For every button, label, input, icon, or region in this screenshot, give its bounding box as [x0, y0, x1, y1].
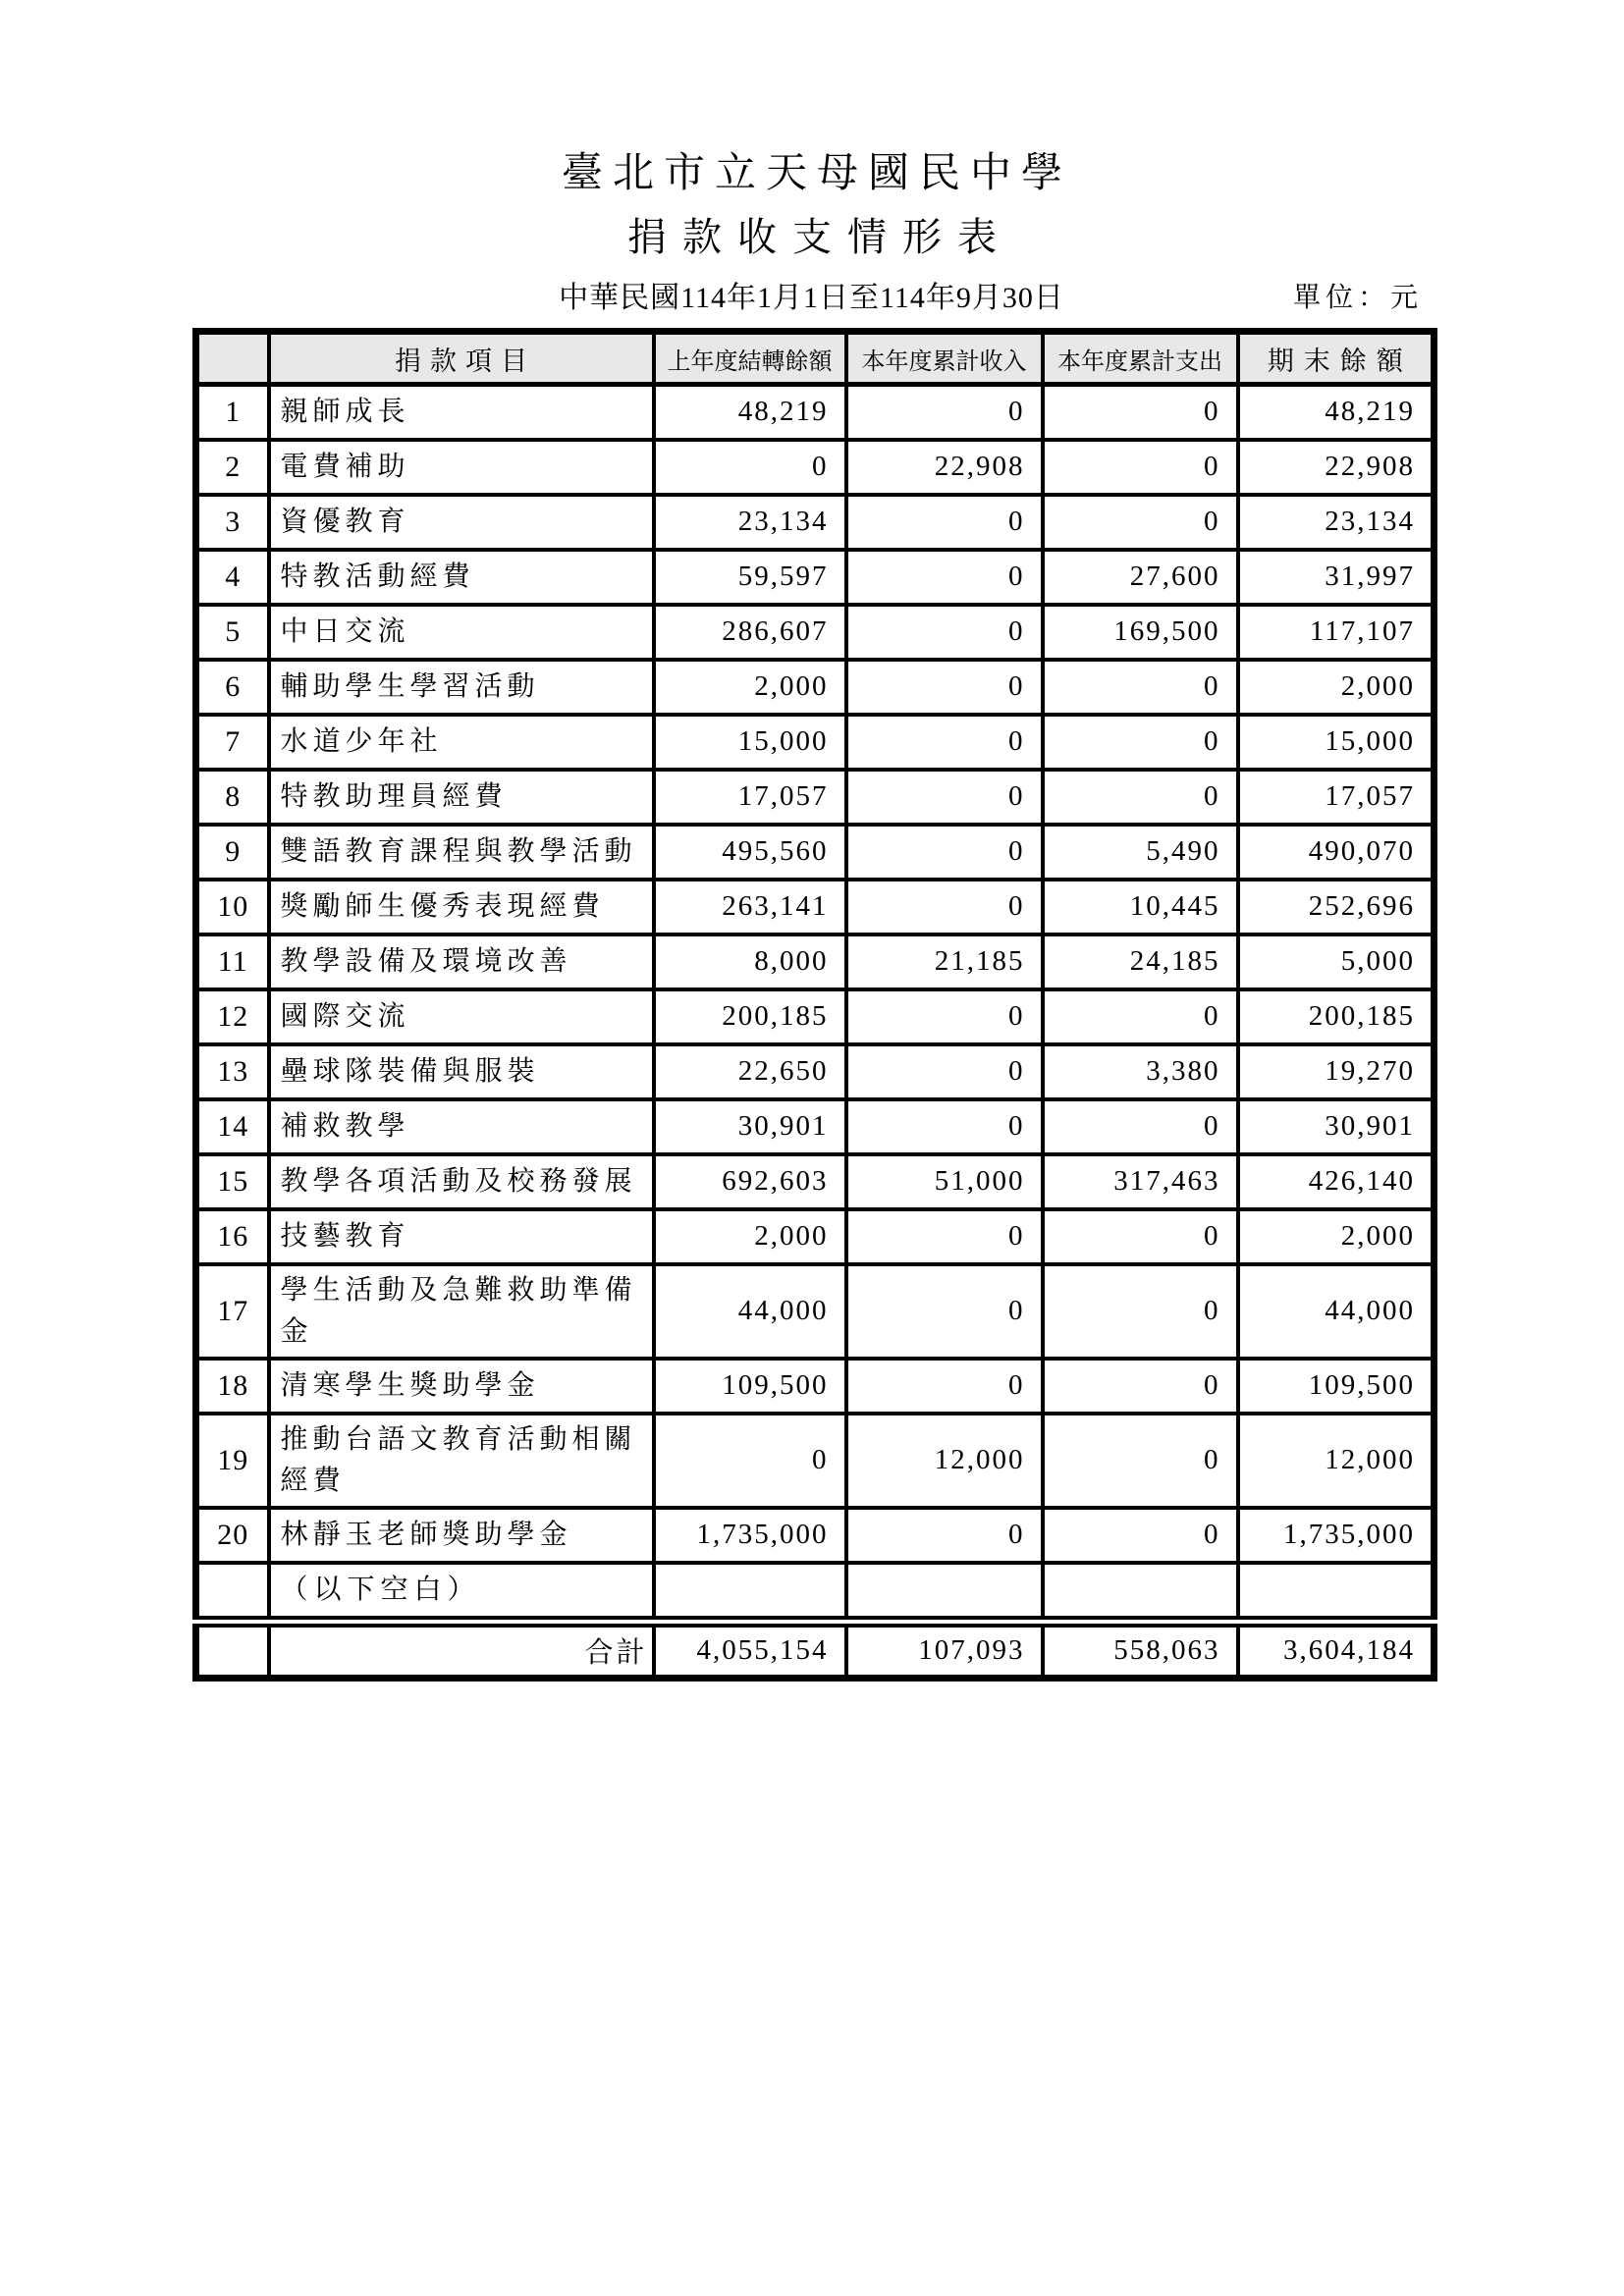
income-cell: 0	[846, 770, 1043, 825]
expense-cell: 24,185	[1043, 934, 1238, 989]
total-income-cell: 107,093	[846, 1622, 1043, 1679]
total-expense-cell: 558,063	[1043, 1622, 1238, 1679]
ending-cell: 22,908	[1238, 440, 1435, 495]
expense-cell: 0	[1043, 1099, 1238, 1154]
donation-table-footer	[196, 1563, 1435, 1679]
ending-cell: 2,000	[1238, 1209, 1435, 1264]
table-row	[196, 1264, 1435, 1359]
income-cell: 0	[846, 1264, 1043, 1359]
table-row	[196, 385, 1435, 440]
item-cell: 親師成長	[269, 385, 654, 440]
item-cell: 推動台語文教育活動相關經費	[269, 1414, 654, 1508]
item-cell: 國際交流	[269, 989, 654, 1044]
donation-table-header	[196, 332, 1435, 385]
ending-cell: 426,140	[1238, 1154, 1435, 1209]
carryover-cell: 44,000	[654, 1264, 846, 1359]
ending-cell: 44,000	[1238, 1264, 1435, 1359]
carryover-cell: 0	[654, 440, 846, 495]
expense-cell: 0	[1043, 715, 1238, 770]
unit-label: 單位：元	[1292, 283, 1423, 313]
income-cell: 21,185	[846, 934, 1043, 989]
income-cell: 0	[846, 605, 1043, 660]
ending-cell: 15,000	[1238, 715, 1435, 770]
header-carryover: 上年度結轉餘額	[654, 332, 846, 385]
carryover-cell: 286,607	[654, 605, 846, 660]
item-cell: 中日交流	[269, 605, 654, 660]
row-number-cell: 7	[196, 715, 269, 770]
table-row	[196, 770, 1435, 825]
item-cell: 電費補助	[269, 440, 654, 495]
ending-cell: 19,270	[1238, 1044, 1435, 1099]
carryover-cell	[654, 1563, 846, 1622]
ending-cell: 23,134	[1238, 495, 1435, 550]
income-cell: 0	[846, 880, 1043, 934]
table-row	[196, 605, 1435, 660]
ending-cell: 5,000	[1238, 934, 1435, 989]
row-number-cell: 16	[196, 1209, 269, 1264]
income-cell: 0	[846, 1209, 1043, 1264]
total-ending-cell: 3,604,184	[1238, 1622, 1435, 1679]
item-cell: 教學各項活動及校務發展	[269, 1154, 654, 1209]
ending-cell: 30,901	[1238, 1099, 1435, 1154]
row-number-cell: 19	[196, 1414, 269, 1508]
item-cell: 特教助理員經費	[269, 770, 654, 825]
table-row	[196, 1099, 1435, 1154]
carryover-cell: 263,141	[654, 880, 846, 934]
row-number-cell: 10	[196, 880, 269, 934]
document-title: 臺北市立天母國民中學	[561, 151, 1072, 196]
total-carryover-cell: 4,055,154	[654, 1622, 846, 1679]
item-cell: 雙語教育課程與教學活動	[269, 825, 654, 880]
row-number-cell: 5	[196, 605, 269, 660]
row-number-cell: 12	[196, 989, 269, 1044]
income-cell: 0	[846, 1359, 1043, 1414]
blank-label-cell: （以下空白）	[269, 1563, 654, 1622]
item-cell: 補救教學	[269, 1099, 654, 1154]
row-number-cell: 3	[196, 495, 269, 550]
item-cell: 輔助學生學習活動	[269, 660, 654, 715]
header-income: 本年度累計收入	[846, 332, 1043, 385]
meta-row	[192, 279, 1431, 318]
ending-cell: 48,219	[1238, 385, 1435, 440]
header-number	[196, 332, 269, 385]
income-cell: 0	[846, 715, 1043, 770]
header-item: 捐款項目	[269, 332, 654, 385]
expense-cell: 0	[1043, 989, 1238, 1044]
ending-cell: 252,696	[1238, 880, 1435, 934]
item-cell: 技藝教育	[269, 1209, 654, 1264]
carryover-cell: 59,597	[654, 550, 846, 605]
total-label-cell: 合計	[269, 1622, 654, 1679]
ending-cell: 31,997	[1238, 550, 1435, 605]
expense-cell: 0	[1043, 385, 1238, 440]
row-number-cell: 15	[196, 1154, 269, 1209]
item-cell: 資優教育	[269, 495, 654, 550]
ending-cell: 1,735,000	[1238, 1508, 1435, 1563]
table-row	[196, 1359, 1435, 1414]
ending-cell: 12,000	[1238, 1414, 1435, 1508]
carryover-cell: 8,000	[654, 934, 846, 989]
expense-cell: 10,445	[1043, 880, 1238, 934]
carryover-cell: 109,500	[654, 1359, 846, 1414]
header-row	[196, 332, 1435, 385]
row-number-cell: 18	[196, 1359, 269, 1414]
table-row	[196, 1044, 1435, 1099]
item-cell: 清寒學生獎助學金	[269, 1359, 654, 1414]
table-row	[196, 1508, 1435, 1563]
ending-cell: 109,500	[1238, 1359, 1435, 1414]
expense-cell: 0	[1043, 1508, 1238, 1563]
header-expense: 本年度累計支出	[1043, 332, 1238, 385]
expense-cell: 0	[1043, 1359, 1238, 1414]
row-number-cell: 11	[196, 934, 269, 989]
item-cell: 壘球隊裝備與服裝	[269, 1044, 654, 1099]
income-cell: 0	[846, 1044, 1043, 1099]
carryover-cell: 200,185	[654, 989, 846, 1044]
ending-cell: 200,185	[1238, 989, 1435, 1044]
expense-cell: 317,463	[1043, 1154, 1238, 1209]
row-number-cell: 4	[196, 550, 269, 605]
donation-table	[192, 328, 1437, 1682]
income-cell: 0	[846, 495, 1043, 550]
table-row	[196, 1209, 1435, 1264]
carryover-cell: 495,560	[654, 825, 846, 880]
income-cell: 0	[846, 1508, 1043, 1563]
table-row	[196, 715, 1435, 770]
expense-cell: 0	[1043, 440, 1238, 495]
table-row	[196, 1154, 1435, 1209]
table-row	[196, 495, 1435, 550]
row-number-cell: 17	[196, 1264, 269, 1359]
carryover-cell: 2,000	[654, 1209, 846, 1264]
table-row	[196, 440, 1435, 495]
carryover-cell: 1,735,000	[654, 1508, 846, 1563]
expense-cell	[1043, 1563, 1238, 1622]
expense-cell: 5,490	[1043, 825, 1238, 880]
row-number-cell: 6	[196, 660, 269, 715]
carryover-cell: 48,219	[654, 385, 846, 440]
carryover-cell: 30,901	[654, 1099, 846, 1154]
row-number-cell: 2	[196, 440, 269, 495]
expense-cell: 0	[1043, 660, 1238, 715]
income-cell: 0	[846, 660, 1043, 715]
table-row	[196, 1414, 1435, 1508]
expense-cell: 169,500	[1043, 605, 1238, 660]
carryover-cell: 22,650	[654, 1044, 846, 1099]
item-cell: 林靜玉老師獎助學金	[269, 1508, 654, 1563]
expense-cell: 0	[1043, 770, 1238, 825]
item-cell: 學生活動及急難救助準備金	[269, 1264, 654, 1359]
blank-row	[196, 1563, 1435, 1622]
carryover-cell: 15,000	[654, 715, 846, 770]
ending-cell: 490,070	[1238, 825, 1435, 880]
ending-cell	[1238, 1563, 1435, 1622]
carryover-cell: 0	[654, 1414, 846, 1508]
table-row	[196, 825, 1435, 880]
ending-cell: 17,057	[1238, 770, 1435, 825]
row-number-cell: 13	[196, 1044, 269, 1099]
ending-cell: 2,000	[1238, 660, 1435, 715]
expense-cell: 27,600	[1043, 550, 1238, 605]
header-ending: 期末餘額	[1238, 332, 1435, 385]
donation-table-body	[196, 385, 1435, 1563]
income-cell: 0	[846, 989, 1043, 1044]
row-number-cell	[196, 1563, 269, 1622]
expense-cell: 0	[1043, 1209, 1238, 1264]
table-row	[196, 660, 1435, 715]
item-cell: 水道少年社	[269, 715, 654, 770]
income-cell: 0	[846, 385, 1043, 440]
carryover-cell: 2,000	[654, 660, 846, 715]
income-cell: 51,000	[846, 1154, 1043, 1209]
item-cell: 獎勵師生優秀表現經費	[269, 880, 654, 934]
table-row	[196, 934, 1435, 989]
income-cell: 0	[846, 1099, 1043, 1154]
item-cell: 教學設備及環境改善	[269, 934, 654, 989]
row-number-cell: 8	[196, 770, 269, 825]
table-row	[196, 880, 1435, 934]
row-number-cell: 1	[196, 385, 269, 440]
carryover-cell: 23,134	[654, 495, 846, 550]
expense-cell: 0	[1043, 1414, 1238, 1508]
income-cell: 12,000	[846, 1414, 1043, 1508]
expense-cell: 3,380	[1043, 1044, 1238, 1099]
document-header	[0, 0, 1624, 318]
row-number-cell: 14	[196, 1099, 269, 1154]
table-row	[196, 989, 1435, 1044]
expense-cell: 0	[1043, 495, 1238, 550]
carryover-cell: 17,057	[654, 770, 846, 825]
ending-cell: 117,107	[1238, 605, 1435, 660]
row-number-cell	[196, 1622, 269, 1679]
row-number-cell: 9	[196, 825, 269, 880]
item-cell: 特教活動經費	[269, 550, 654, 605]
income-cell: 0	[846, 550, 1043, 605]
income-cell	[846, 1563, 1043, 1622]
total-row	[196, 1622, 1435, 1679]
income-cell: 0	[846, 825, 1043, 880]
income-cell: 22,908	[846, 440, 1043, 495]
table-row	[196, 550, 1435, 605]
report-period: 中華民國114年1月1日至114年9月30日	[559, 282, 1064, 314]
expense-cell: 0	[1043, 1264, 1238, 1359]
row-number-cell: 20	[196, 1508, 269, 1563]
carryover-cell: 692,603	[654, 1154, 846, 1209]
document-subtitle: 捐款收支情形表	[627, 215, 1012, 259]
